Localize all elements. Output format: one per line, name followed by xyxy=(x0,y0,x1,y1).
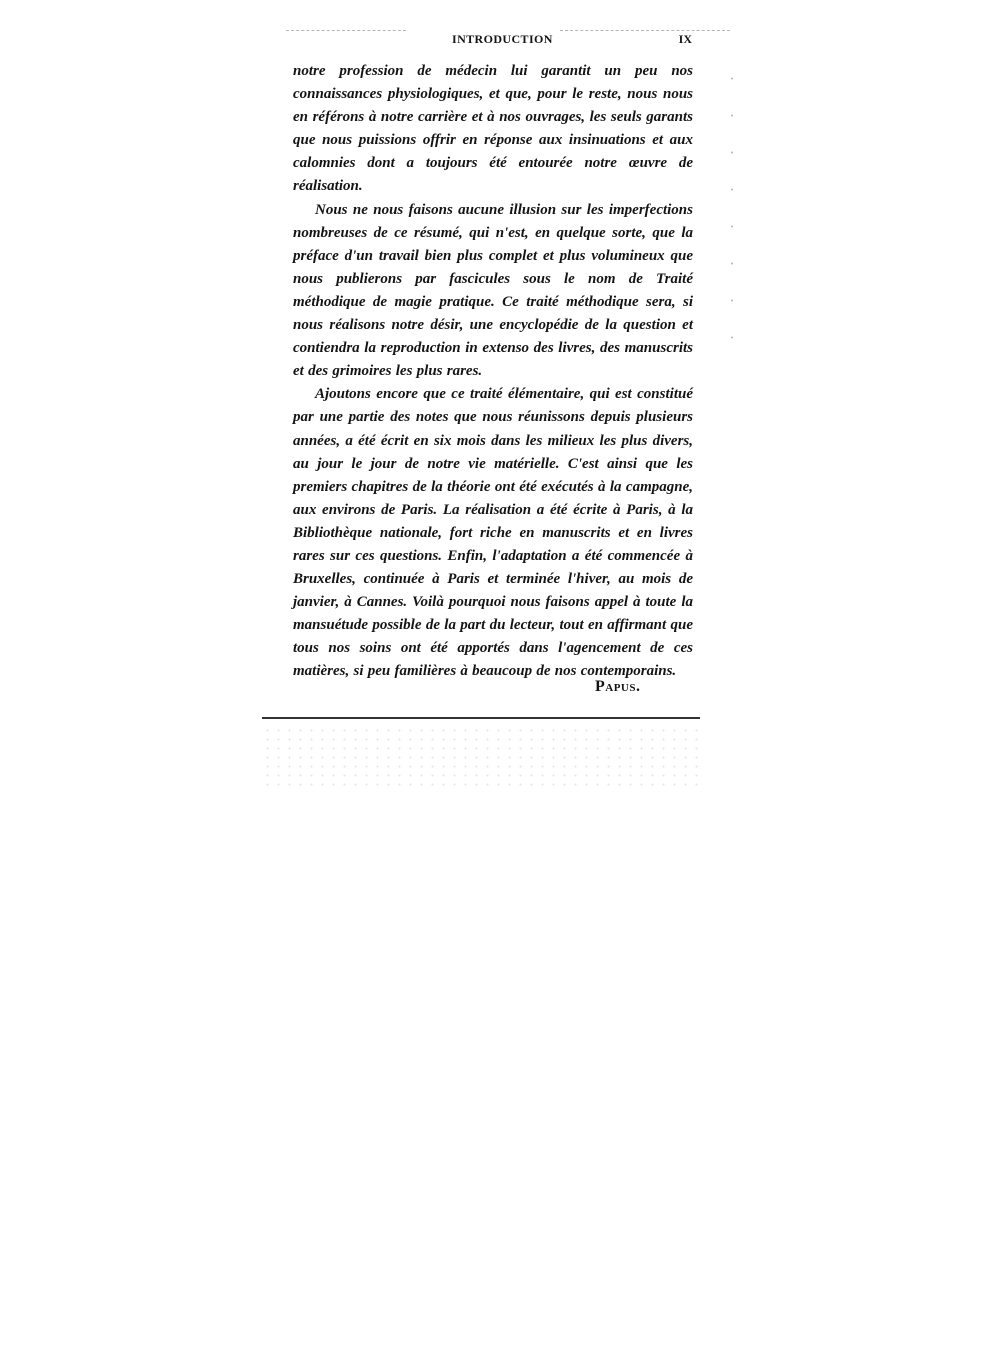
paragraph: Ajoutons encore que ce traité élémentaire, qui est constitué par une partie des notes que nous réunissons depuis plusieurs années, a été écrit en six mois dans les milieux les plus divers, au jour le jour de notre vie matérielle. C'est ainsi que les premiers chapitres de la théorie ont été exécutés à la campagne, aux environs de Paris. La réalisation a été écrite à Paris, à la Bibliothèque nationale, fort riche en manuscrits et en livres rares sur ces questions. Enfin, l'adaptation a été commencée à Bruxelles, continuée à Paris et terminée l'hiver, au mois de janvier, à Cannes. Voilà pourquoi nous faisons appel à toute la mansuétude possible de la part du lecteur, tout en affirmant que tous nos soins ont été apportés dans l'agencement de ces matières, si peu familières à beaucoup de nos contemporains. xyxy=(293,386,693,680)
author-signature: Papus. xyxy=(595,678,641,695)
margin-noise xyxy=(728,60,736,360)
paragraph: Nous ne nous faisons aucune illusion sur les imperfections nombreuses de ce résumé, qui n'est, en quelque sorte, que la préface d'un travail bien plus complet et plus volumineux que nous publierons par fascicules sous le nom de Traité méthodique de magie pratique. Ce traité méthodique sera, si nous réalisons notre désir, une encyclopédie de la question et contiendra la reproduction in extenso des livres, des manuscrits et des grimoires les plus rares. xyxy=(293,201,693,380)
scan-noise xyxy=(262,726,700,786)
running-head-title: INTRODUCTION xyxy=(452,32,553,46)
bottom-rule xyxy=(262,717,700,719)
body-text xyxy=(293,60,693,684)
running-head xyxy=(292,30,692,50)
page-number: IX xyxy=(678,32,692,46)
paragraph-continuation: notre profession de médecin lui garantit un peu nos connaissances physiologiques, et que, pour le reste, nous nous en référons à notre carrière et à nos ouvrages, les seuls garants que nous puissions offrir en réponse aux insinuations et aux calomnies dont a toujours été entourée notre œuvre de réalisation. xyxy=(293,63,693,195)
